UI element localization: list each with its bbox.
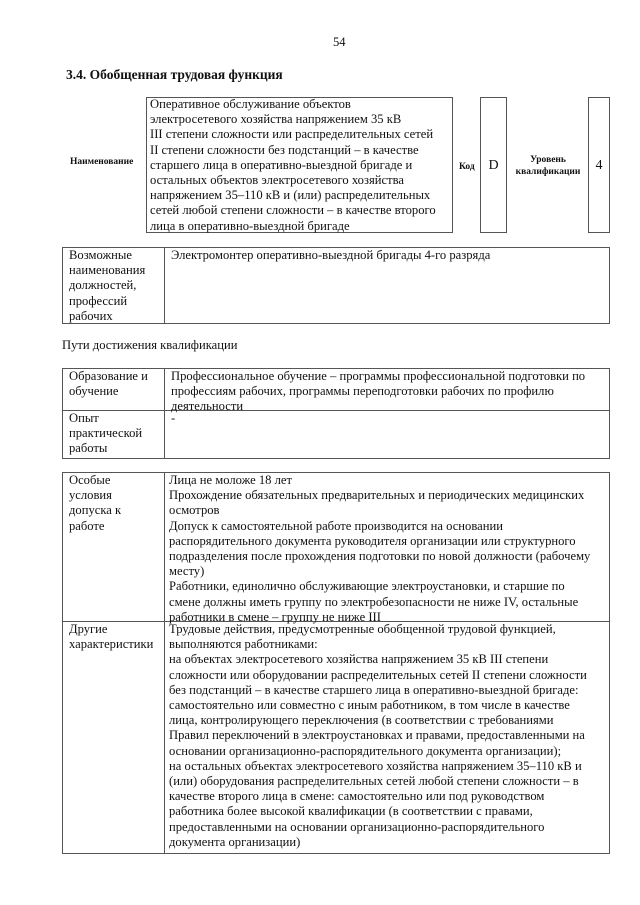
level-box — [588, 97, 610, 233]
positions-label: Возможные наименования должностей, профессий рабочих — [69, 248, 146, 323]
code-box — [480, 97, 507, 233]
education-table — [62, 368, 610, 459]
conditions-table — [62, 472, 610, 854]
code-label: Код — [459, 162, 475, 172]
code-value: D — [488, 158, 499, 173]
education-label: Образование и обучение — [69, 369, 148, 399]
positions-value: Электромонтер оперативно-выездной бригады 4-го разряда — [171, 248, 491, 262]
other-characteristics-label: Другие характеристики — [69, 622, 154, 652]
education-value: Профессиональное обучение – программы профессиональной подготовки по профессиям рабочих, программы переподготовки рабочих по профилю деятельности — [171, 369, 586, 414]
special-conditions-value: Лица не моложе 18 лет Прохождение обязательных предварительных и периодических медицинских осмотров Допуск к самостоятельной работе производится на основании распорядительного документа руководителя организации или структурного подразделения после прохождения подготовки по новой должности (рабочему месту) Работники, единолично обслуживающие электроустановки, и старшие по смене должны иметь группу по электробезопасности не ниже IV, остальные работники в смене – группу не ниже III — [169, 473, 591, 624]
name-value-box — [146, 97, 453, 233]
level-value: 4 — [595, 158, 603, 173]
special-conditions-label: Особые условия допуска к работе — [69, 473, 122, 533]
name-label: Наименование — [70, 157, 134, 167]
positions-table — [62, 247, 610, 324]
page-number: 54 — [333, 35, 346, 49]
qualification-paths-title: Пути достижения квалификации — [62, 338, 238, 352]
level-label: Уровень квалификации — [515, 155, 581, 177]
name-value: Оперативное обслуживание объектов электросетевого хозяйства напряжением 35 кВ III степени сложности или распределительных сетей II степени сложности без подстанций – в качестве старшего лица в оперативно-выездной бригаде и остальных объектов электросетевого хозяйства напряжением 35–110 кВ и (или) распределительных сетей любой степени сложности – в качестве второго лица в оперативно-выездной бригаде — [150, 97, 436, 233]
other-characteristics-value: Трудовые действия, предусмотренные обобщенной трудовой функцией, выполняются работниками: на объектах электросетевого хозяйства напряжением 35 кВ III степени сложности или оборудовании распределительных сетей II степени сложности без подстанций – в качестве старшего лица в оперативно-выездной бригаде: самостоятельно или совместно с иным работником, в том числе в качестве лица, контролирующего переключения (в соответствии с требованиями Правил переключений в электроустановках и правами, предоставленными на основании организационно-распорядительного документа организации); на остальных объектах электросетевого хозяйства напряжением 35–110 кВ и (или) оборудования распределительных сетей любой степени сложности – в качестве второго лица в смене: самостоятельно или под руководством работника более высокой квалификации (в соответствии с правами, предоставленными на основании организационно-распорядительного документа организации) — [169, 622, 587, 849]
experience-label: Опыт практической работы — [69, 411, 143, 456]
section-title: 3.4. Обобщенная трудовая функция — [66, 67, 283, 82]
experience-value: - — [171, 411, 176, 425]
